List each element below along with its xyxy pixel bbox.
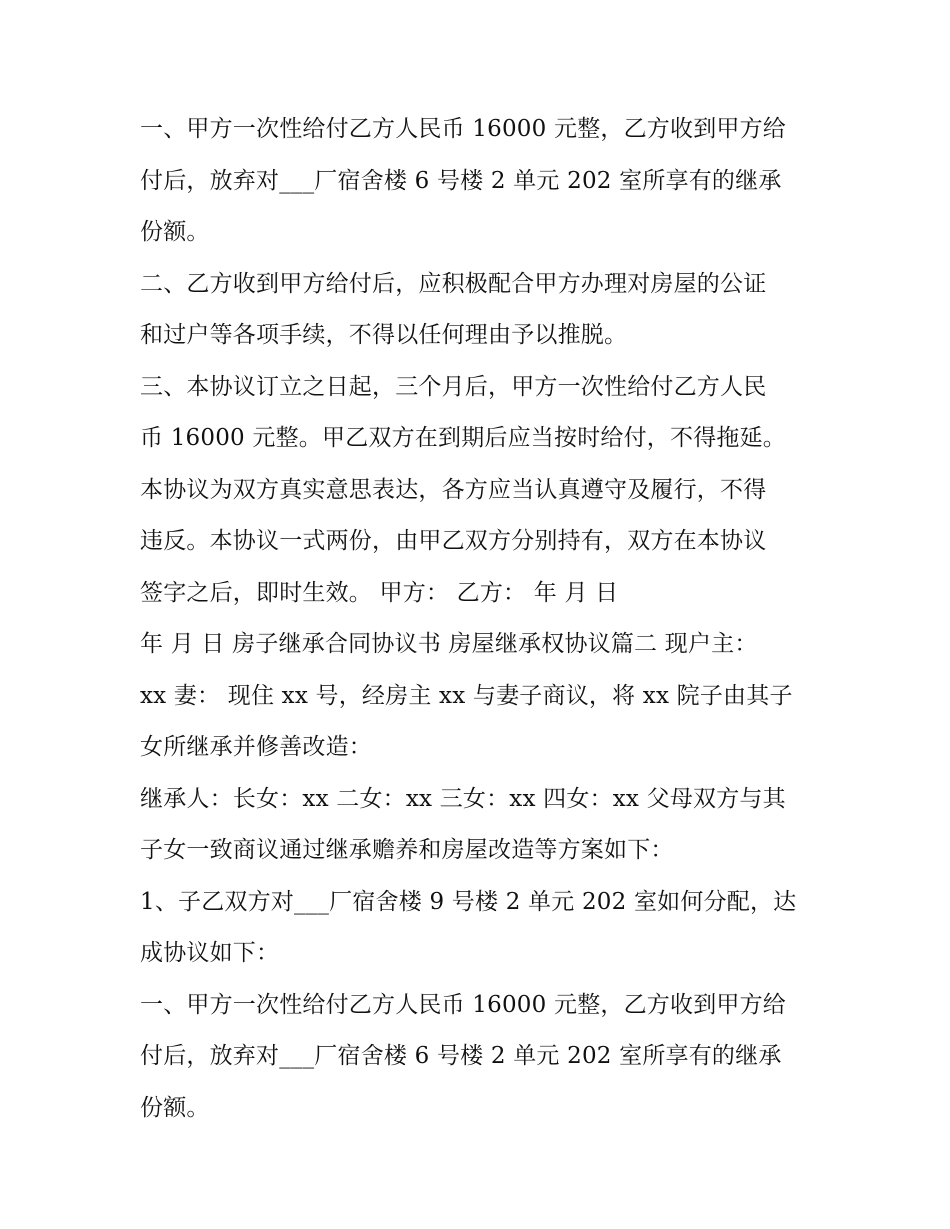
- text-line: 违反。本协议一式两份，由甲乙双方分别持有，双方在本协议: [140, 528, 767, 554]
- text-line: 和过户等各项手续，不得以任何理由予以推脱。: [140, 322, 628, 348]
- text-line: 付后，放弃对___厂宿舍楼 6 号楼 2 单元 202 室所享有的继承: [140, 167, 782, 194]
- text-line: xx 妻： 现住 xx 号，经房主 xx 与妻子商议，将 xx 院子由其子: [140, 682, 793, 709]
- text-line: 一、甲方一次性给付乙方人民币 16000 元整，乙方收到甲方给: [140, 991, 786, 1018]
- text-line: 女所继承并修善改造：: [140, 734, 372, 760]
- text-line: 份额。: [140, 219, 210, 245]
- text-line: 继承人：长女：xx 二女：xx 三女：xx 四女：xx 父母双方与其: [140, 785, 786, 812]
- text-line: 二、乙方收到甲方给付后，应积极配合甲方办理对房屋的公证: [140, 270, 767, 297]
- text-line: 份额。: [140, 1094, 210, 1121]
- text-line: 付后，放弃对___厂宿舍楼 6 号楼 2 单元 202 室所享有的继承: [140, 1043, 782, 1069]
- text-line: 成协议如下：: [140, 940, 280, 966]
- text-line: 币 16000 元整。甲乙双方在到期后应当按时给付，不得拖延。: [140, 425, 786, 451]
- text-line: 三、本协议订立之日起，三个月后，甲方一次性给付乙方人民: [140, 373, 767, 400]
- text-line: 一、甲方一次性给付乙方人民币 16000 元整，乙方收到甲方给: [140, 116, 786, 142]
- text-line: 子女一致商议通过继承赡养和房屋改造等方案如下：: [140, 837, 674, 863]
- text-line: 签字之后，即时生效。 甲方： 乙方： 年 月 日: [140, 579, 619, 606]
- text-line: 1、子乙双方对___厂宿舍楼 9 号楼 2 单元 202 室如何分配，达: [140, 888, 797, 915]
- text-line: 本协议为双方真实意思表达，各方应当认真遵守及履行，不得: [140, 476, 767, 503]
- document-body: [140, 104, 830, 1134]
- text-line: 年 月 日 房子继承合同协议书 房屋继承权协议篇二 现户主：: [140, 631, 758, 657]
